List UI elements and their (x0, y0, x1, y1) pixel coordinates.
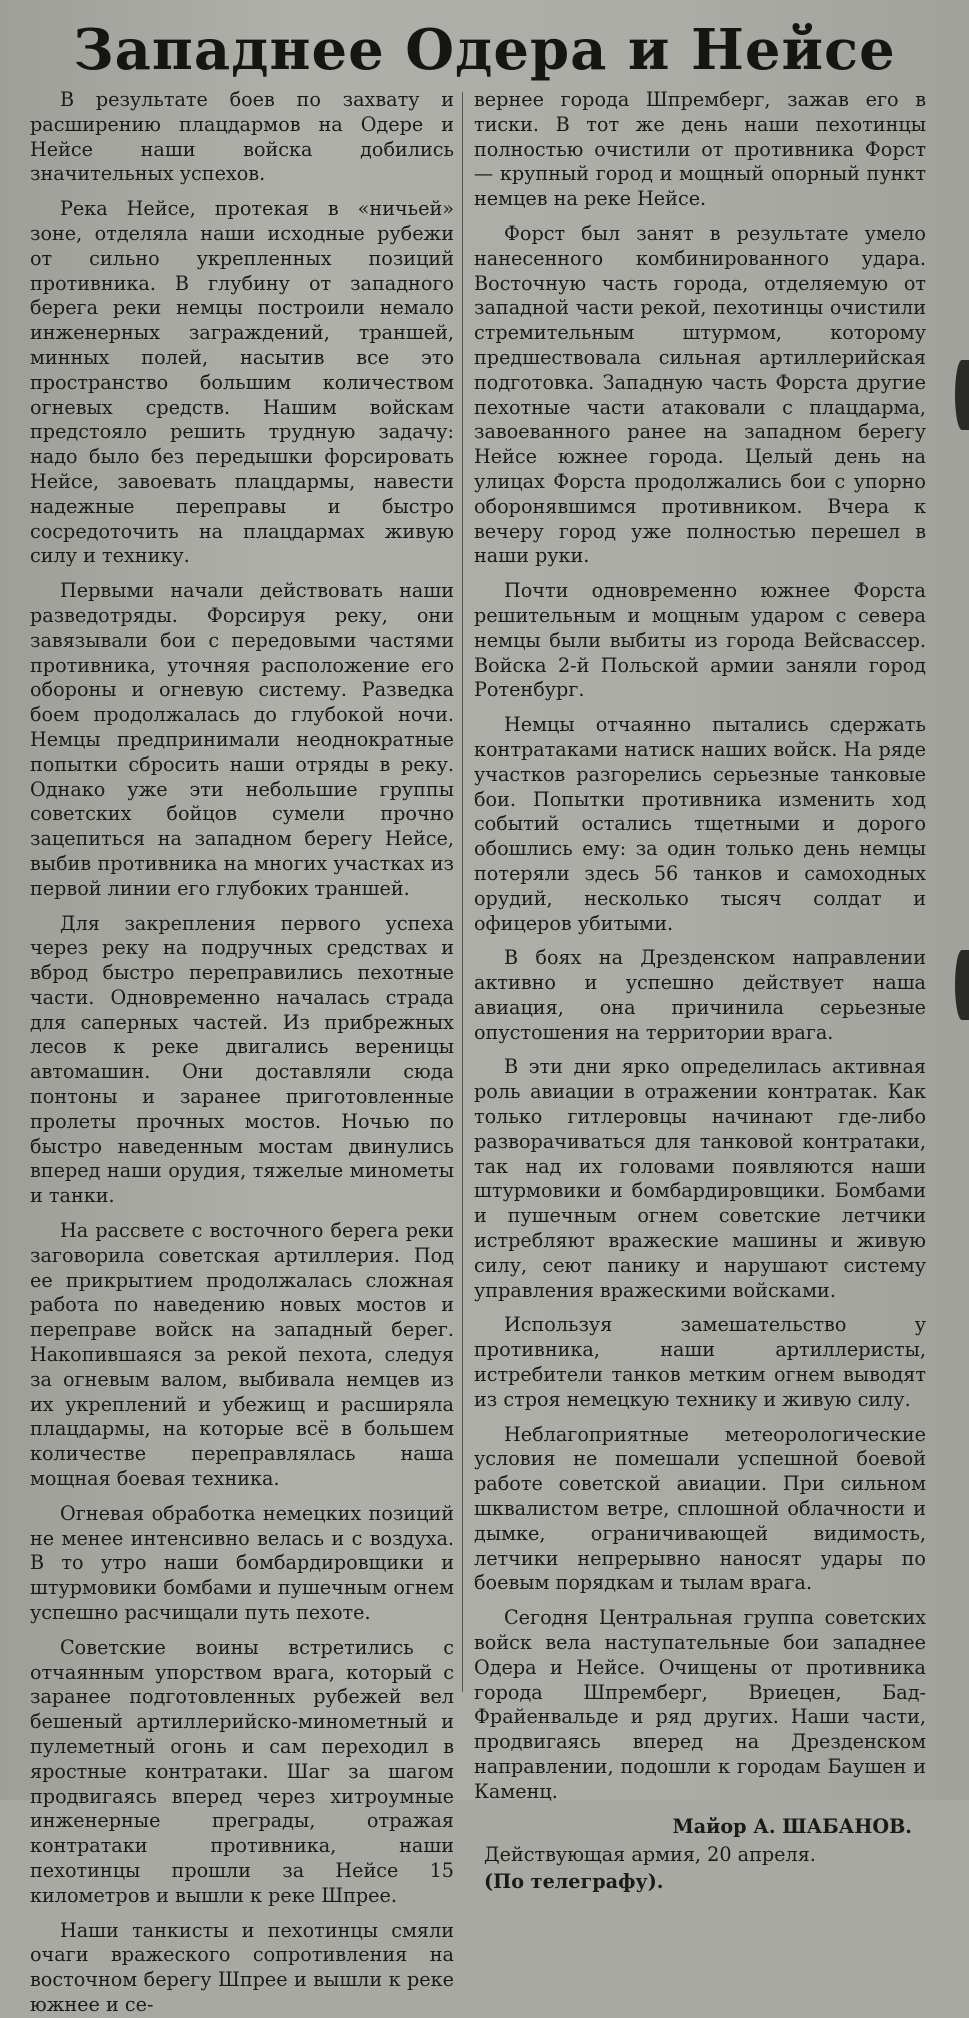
right-column (474, 88, 926, 1894)
headline: Западнее Одера и Нейсе (73, 17, 896, 83)
telegraph-note: (По телеграфу). (484, 1870, 664, 1894)
paragraph: В боях на Дрезденском направлении активно и успешно действует наша авиация, она причинила серьезные опустошения на территории врага. (474, 946, 926, 1044)
paragraph: Для закрепления первого успеха через реку на подручных средствах и вброд быстро переправились пехотные части. Одновременно началась страда для саперных частей. Из прибрежных лесов к реке двигались вереницы автомашин. Они доставляли сюда понтоны и заранее приготовленные пролеты прочных мостов. Ночью по быстро наведенным мостам двинулись вперед наши орудия, тяжелые минометы и танки. (30, 911, 454, 1208)
paragraph: Форст был занят в результате умело нанесенного комбинированного удара. Восточную часть города, отделяемую от западной части рекой, пехотинцы очистили стремительным штурмом, которому предшествовала сильная артиллерийская подготовка. Западную часть Форста другие пехотные части атаковали с плацдарма, завоеванного ранее на западном берегу Нейсе южнее города. Целый день на улицах Форста продолжались бои с упорно оборонявшимся противником. Вчера к вечеру город уже полностью перешел в наши руки. (474, 221, 926, 568)
paragraph: Сегодня Центральная группа советских войск вела наступательные бои западнее Одера и Нейсе. Очищены от противника города Шпремберг, Вриецен, Бад-Фрайенвальде и ряд других. Наши части, продвигаясь вперед на Дрезденском направлении, подошли к городам Баушен и Каменц. (474, 1606, 926, 1803)
dateline: Действующая армия, 20 апреля. (484, 1843, 816, 1867)
paragraph: В результате боев по захвату и расширению плацдармов на Одере и Нейсе наши войска добились значительных успехов. (30, 88, 454, 186)
paragraph: Огневая обработка немецких позиций не менее интенсивно велась и с воздуха. В то утро наши бомбардировщики и штурмовики бомбами и пушечным огнем успешно расчищали путь пехоте. (30, 1501, 454, 1625)
paragraph: Неблагоприятные метеорологические условия не помешали успешной боевой работе советской авиации. При сильном шквалистом ветре, сплошной облачности и дымке, ограничивающей видимость, летчики непрерывно наносят удары по боевым порядкам и тылам врага. (474, 1422, 926, 1595)
paragraph: Почти одновременно южнее Форста решительным и мощным ударом с севера немцы были выбиты из города Вейсвассер. Войска 2-й Польской армии заняли город Ротенбург. (474, 579, 926, 702)
paragraph: На рассвете с восточного берега реки заговорила советская артиллерия. Под ее прикрытием продолжалась сложная работа по наведению новых мостов и переправе войск на западный берег. Накопившаяся за рекой пехота, следуя за огневым валом, выбивала немцев из их укреплений и убежищ и расширяла плацдармы, на которые всё в большем количестве переправлялась наша мощная боевая техника. (30, 1219, 454, 1491)
paragraph: Немцы отчаянно пытались сдержать контратаками натиск наших войск. На ряде участков разгорелись серьезные танковые бои. Попытки противника изменить ход событий остались тщетными и дорого обошлись ему: за один только день немцы потеряли здесь 56 танков и самоходных орудий, несколько тысяч солдат и офицеров убитыми. (474, 713, 926, 935)
paragraph: Река Нейсе, протекая в «ничьей» зоне, отделяла наши исходные рубежи от сильно укрепленных позиций противника. В глубину от западного берега реки немцы построили немало инженерных заграждений, траншей, минных полей, насытив все это пространство большим количеством огневых средств. Нашим войскам предстояло решить трудную задачу: надо было без передышки форсировать Нейсе, завоевать плацдармы, навести надежные переправы и быстро сосредоточить на плацдармах живую силу и технику. (30, 197, 454, 568)
paragraph: Первыми начали действовать наши разведотряды. Форсируя реку, они завязывали бои с передовыми частями противника, уточняя расположение его обороны и огневую систему. Разведка боем продолжалась до глубокой ночи. Немцы предпринимали неоднократные попытки сбросить наши отряды в реку. Однако уже эти небольшие группы советских бойцов сумели прочно зацепиться на западном берегу Нейсе, выбив противника на многих участках из первой линии его глубоких траншей. (30, 579, 454, 900)
author-signature: Майор А. ШАБАНОВ. (672, 1814, 912, 1838)
paragraph-continued: вернее города Шпремберг, зажав его в тиски. В тот же день наши пехотинцы полностью очистили от противника Форст — крупный город и мощный опорный пункт немцев на реке Нейсе. (474, 88, 926, 211)
left-column (30, 88, 454, 2016)
paragraph: В эти дни ярко определилась активная роль авиации в отражении контратак. Как только гитлеровцы начинают где-либо разворачиваться для танковой контратаки, так над их головами появляются наши штурмовики и бомбардировщики. Бомбами и пушечным огнем советские летчики истребляют вражеские машины и живую силу, сеют панику и нарушают систему управления вражескими войсками. (474, 1055, 926, 1302)
column-divider (462, 92, 463, 1692)
paragraph: Используя замешательство у противника, наши артиллеристы, истребители танков метким огнем выводят из строя немецкую технику и живую силу. (474, 1313, 926, 1411)
binding-hole-mark (955, 950, 969, 1020)
paragraph: Наши танкисты и пехотинцы смяли очаги вражеского сопротивления на восточном берегу Шпрее и вышли к реке южнее и се- (30, 1918, 454, 2016)
binding-hole-mark (955, 360, 969, 430)
paragraph: Советские воины встретились с отчаянным упорством врага, который с заранее подготовленных рубежей вел бешеный артиллерийско-минометный и пулеметный огонь и сам переходил в яростные контратаки. Шаг за шагом продвигаясь вперед через хитроумные инженерные преграды, отражая контратаки противника, наши пехотинцы прошли за Нейсе 15 километров и вышли к реке Шпрее. (30, 1635, 454, 1907)
